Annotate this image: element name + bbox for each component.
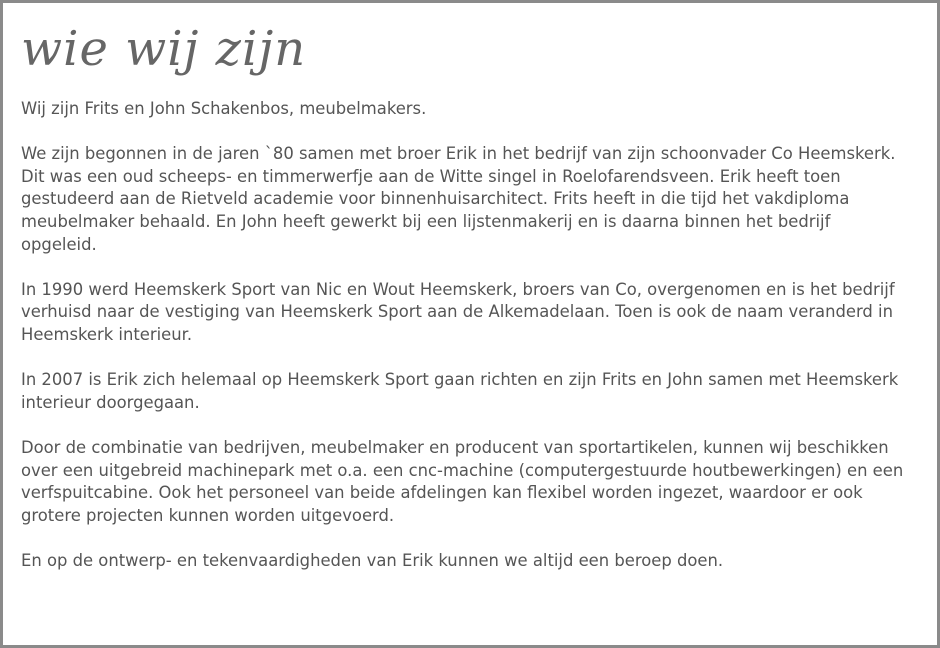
paragraph-intro: Wij zijn Frits en John Schakenbos, meubelmakers. bbox=[21, 99, 427, 118]
page-title: wie wij zijn bbox=[21, 21, 307, 77]
paragraph-history: We zijn begonnen in de jaren `80 samen met broer Erik in het bedrijf van zijn schoonvader Co Heemskerk. Dit was een oud scheeps- en timmerwerfje aan de Witte singel in Roelofarendsveen. Erik heeft toen gestudeerd aan de Rietveld academie voor binnenhuisarchitect. Frits heeft in die tijd het vakdiploma meubelmaker behaald. En John heeft gewerkt bij een lijstenmakerij en is daarna binnen het bedrijf opgeleid. bbox=[21, 144, 896, 254]
body-text bbox=[21, 98, 911, 595]
paragraph-1990: In 1990 werd Heemskerk Sport van Nic en Wout Heemskerk, broers van Co, overgenomen en is het bedrijf verhuisd naar de vestiging van Heemskerk Sport aan de Alkemadelaan. Toen is ook de naam veranderd in Heemskerk interieur. bbox=[21, 279, 895, 344]
paragraph-combination: Door de combinatie van bedrijven, meubelmaker en producent van sportartikelen, kunnen wij beschikken over een uitgebreid machinepark met o.a. een cnc-machine (computergestuurde houtbewerkingen) en een verfspuitcabine. Ook het personeel van beide afdelingen kan flexibel worden ingezet, waardoor er ook grotere projecten kunnen worden uitgevoerd. bbox=[21, 437, 904, 525]
paragraph-design: En op de ontwerp- en tekenvaardigheden van Erik kunnen we altijd een beroep doen. bbox=[21, 550, 724, 570]
paragraph-2007: In 2007 is Erik zich helemaal op Heemskerk Sport gaan richten en zijn Frits en John samen met Heemskerk interieur doorgegaan. bbox=[21, 370, 899, 412]
